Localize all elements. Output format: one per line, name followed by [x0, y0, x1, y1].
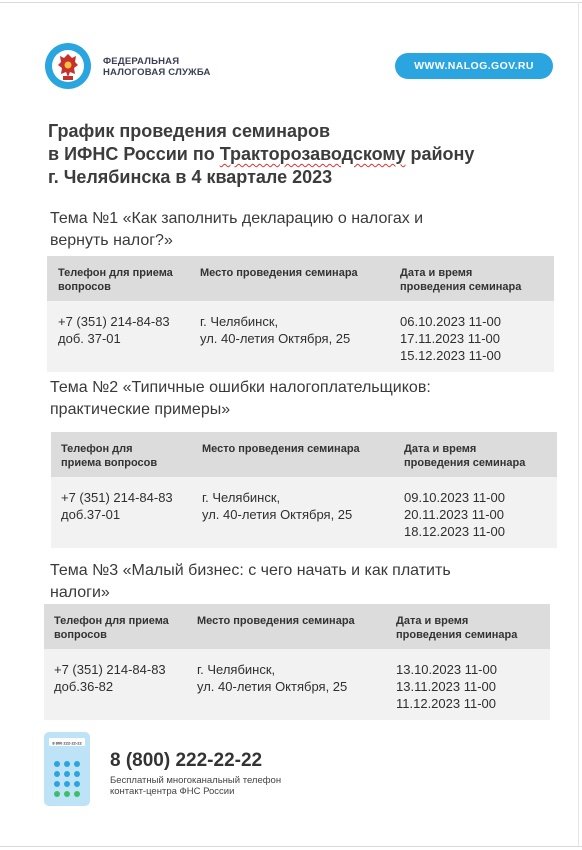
title-line3: г. Челябинска в 4 квартале 2023 — [48, 167, 333, 187]
org-name — [103, 56, 211, 78]
header-place: Место проведения семинара — [197, 615, 355, 627]
topic-1-title — [50, 208, 423, 252]
place-cell: г. Челябинск, ул. 40-летия Октября, 25 — [202, 490, 353, 522]
dates-cell: 06.10.2023 11-00 17.11.2023 11-00 15.12.2023 11-00 — [400, 314, 501, 363]
org-name-line2: НАЛОГОВАЯ СЛУЖБА — [103, 67, 211, 78]
topic-3-title-line1: Тема №3 «Малый бизнес: с чего начать и как платить — [50, 562, 451, 579]
hotline-description-line2: контакт-центра ФНС России — [110, 786, 235, 797]
mobile-phone-icon — [44, 732, 90, 806]
dates-cell: 09.10.2023 11-00 20.11.2023 11-00 18.12.2023 11-00 — [404, 490, 505, 539]
topic-2-title-line1: Тема №2 «Типичные ошибки налогоплательщиков: — [50, 379, 431, 396]
topic-1-title-line2: вернуть налог?» — [50, 232, 173, 249]
place-cell: г. Челябинск, ул. 40-летия Октября, 25 — [197, 662, 348, 694]
topic-3-title-line2: налоги» — [50, 584, 110, 601]
topic-2-title — [50, 377, 431, 421]
header-phone: Телефон для приема вопросов — [61, 443, 158, 469]
phone-cell: +7 (351) 214-84-83 доб.37-01 — [61, 490, 173, 522]
title-line2-suffix: району — [405, 144, 475, 164]
topic-3-title — [50, 560, 451, 604]
website-link-button[interactable]: WWW.NALOG.GOV.RU — [395, 53, 553, 79]
topic-1-table — [47, 256, 554, 372]
topic-2-title-line2: практические примеры» — [50, 401, 231, 418]
header-place: Место проведения семинара — [200, 267, 358, 279]
dates-cell: 13.10.2023 11-00 13.11.2023 11-00 11.12.2023 11-00 — [396, 662, 497, 711]
header-phone: Телефон для приема вопросов — [54, 615, 169, 641]
phone-screen-number: 8 800 222-22-22 — [52, 740, 82, 746]
hotline-description — [110, 775, 281, 797]
title-line2-prefix: в ИФНС России по — [48, 144, 220, 164]
hotline-number[interactable]: 8 (800) 222-22-22 — [110, 750, 263, 771]
title-line1: График проведения семинаров — [48, 121, 331, 141]
header-date: Дата и время проведения семинара — [396, 615, 518, 641]
phone-cell: +7 (351) 214-84-83 доб. 37-01 — [58, 314, 170, 346]
place-cell: г. Челябинск, ул. 40-летия Октября, 25 — [200, 314, 351, 346]
page-title — [48, 120, 474, 189]
bottom-divider — [0, 846, 582, 847]
topic-2-table — [51, 432, 557, 548]
header-date: Дата и время проведения семинара — [404, 443, 526, 469]
header-place: Место проведения семинара — [202, 443, 360, 455]
top-divider — [0, 2, 582, 3]
fns-emblem-icon — [44, 42, 92, 90]
right-divider — [578, 2, 579, 847]
phone-cell: +7 (351) 214-84-83 доб.36-82 — [54, 662, 166, 694]
title-line2 — [48, 143, 474, 166]
topic-3-table — [44, 604, 550, 720]
header-date: Дата и время проведения семинара — [400, 267, 522, 293]
title-line2-district: Тракторозаводскому — [219, 144, 406, 164]
hotline-description-line1: Бесплатный многоканальный телефон — [110, 775, 282, 786]
topic-1-title-line1: Тема №1 «Как заполнить декларацию о налогах и — [50, 210, 424, 227]
org-name-line1: ФЕДЕРАЛЬНАЯ — [103, 56, 180, 67]
header-phone: Телефон для приема вопросов — [58, 267, 173, 293]
